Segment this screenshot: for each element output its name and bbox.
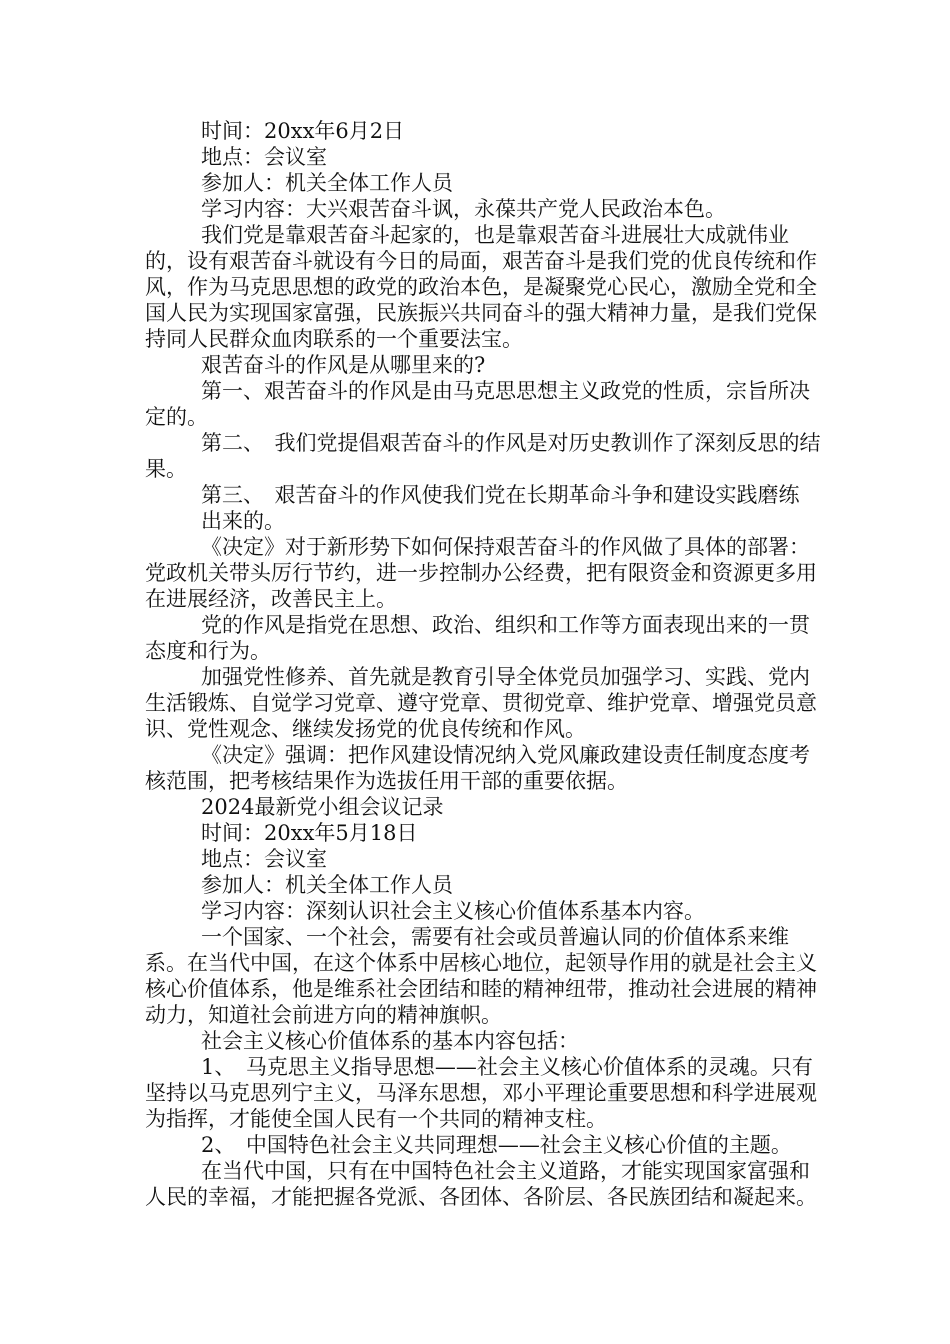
body-paragraph: 2、 中国特色社会主义共同理想——社会主义核心价值的主题。 — [201, 1133, 792, 1157]
study-content: 学习内容：大兴艰苦奋斗讽，永葆共产党人民政治本色。 — [201, 197, 726, 221]
document-body — [145, 118, 825, 1210]
body-paragraph: 社会主义核心价值体系的基本内容包括： — [201, 1029, 579, 1053]
body-paragraph: 出来的。 — [201, 509, 285, 533]
body-paragraph: 党的作风是指党在思想、政治、组织和工作等方面表现出来的一贯态度和行为。 — [145, 613, 810, 663]
body-paragraph: 第二、 我们党提倡艰苦奋斗的作风是对历史教训作了深刻反思的结果。 — [145, 431, 821, 481]
meeting-attendees: 参加人：机关全体工作人员 — [201, 171, 453, 195]
body-paragraph: 第一、艰苦奋斗的作风是由马克思思想主义政党的性质，宗旨所决定的。 — [145, 379, 810, 429]
meeting-time: 时间：20xx年5月18日 — [201, 821, 418, 845]
meeting-location: 地点：会议室 — [201, 145, 327, 169]
body-paragraph: 我们党是靠艰苦奋斗起家的，也是靠艰苦奋斗进展壮大成就伟业的，设有艰苦奋斗就设有今日的局面，艰苦奋斗是我们党的优良传统和作风，作为马克思思想的政党的政治本色，是凝聚党心民心，激励全党和全国人民为实现国家富强，民族振兴共同奋斗的强大精神力量，是我们党保持同人民群众血肉联系的一个重要法宝。 — [145, 223, 817, 351]
meeting-time: 时间：20xx年6月2日 — [201, 119, 405, 143]
body-paragraph: 一个国家、一个社会，需要有社会或员普遍认同的价值体系来维系。在当代中国，在这个体系中居核心地位，起领导作用的就是社会主义核心价值体系，他是维系社会团结和睦的精神纽带，推动社会进展的精神动力，知道社会前进方向的精神旗帜。 — [145, 925, 817, 1027]
body-paragraph: 第三、 艰苦奋斗的作风使我们党在长期革命斗争和建设实践磨练 — [201, 483, 800, 507]
body-paragraph: 艰苦奋斗的作风是从哪里来的? — [201, 353, 486, 377]
body-paragraph: 《决定》强调：把作风建设情况纳入党风廉政建设责任制度态度考核范围，把考核结果作为选拔任用干部的重要依据。 — [145, 743, 810, 793]
body-paragraph: 在当代中国，只有在中国特色社会主义道路，才能实现国家富强和人民的幸福，才能把握各党派、各团体、各阶层、各民族团结和凝起来。 — [145, 1159, 817, 1209]
body-paragraph: 加强党性修养、首先就是教育引导全体党员加强学习、实践、党内生活锻炼、自觉学习党章、遵守党章、贯彻党章、维护党章、增强党员意识、党性观念、继续发扬党的优良传统和作风。 — [145, 665, 817, 741]
study-content: 学习内容：深刻认识社会主义核心价值体系基本内容。 — [201, 899, 705, 923]
body-paragraph: 《决定》对于新形势下如何保持艰苦奋斗的作风做了具体的部署：党政机关带头厉行节约，进一步控制办公经费，把有限资金和资源更多用在进展经济，改善民主上。 — [145, 535, 817, 611]
section-title: 2024最新党小组会议记录 — [201, 795, 444, 819]
meeting-location: 地点：会议室 — [201, 847, 327, 871]
meeting-attendees: 参加人：机关全体工作人员 — [201, 873, 453, 897]
body-paragraph: 1、 马克思主义指导思想——社会主义核心价值体系的灵魂。只有坚持以马克思列宁主义，马泽东思想，邓小平理论重要思想和科学进展观为指挥，才能使全国人民有一个共同的精神支柱。 — [145, 1055, 817, 1131]
